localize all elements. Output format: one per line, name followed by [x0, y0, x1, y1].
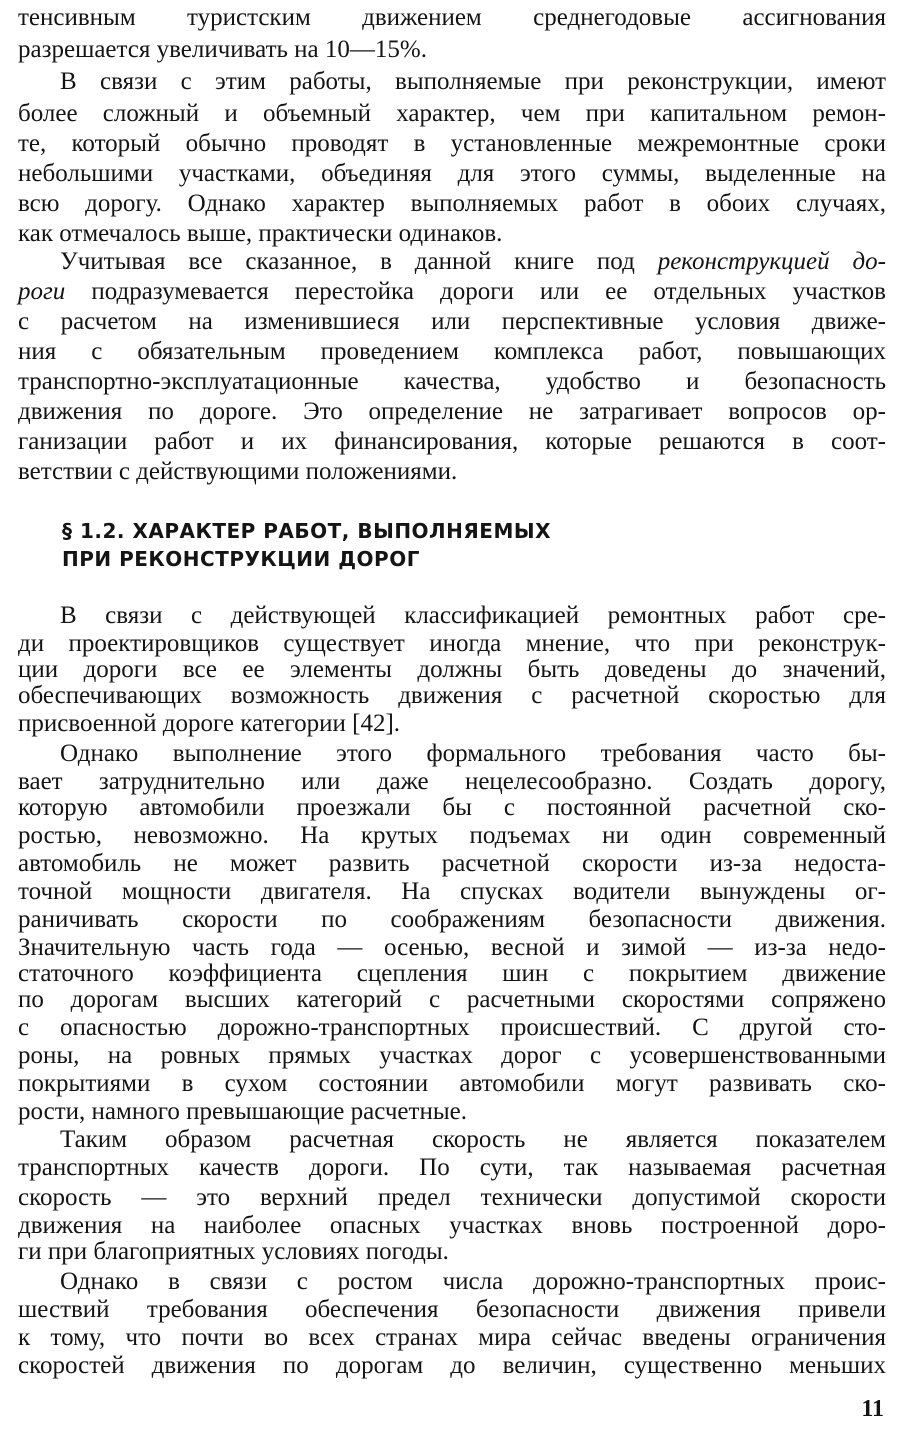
text-line	[60, 248, 886, 276]
text-line: как отмечалось выше, практически одинаков.	[18, 220, 503, 247]
text-fragment: Учитывая все сказанное, в данной книге под	[60, 248, 658, 275]
section-heading-continued: ПРИ РЕКОНСТРУКЦИИ ДОРОГ	[62, 547, 420, 571]
text-line: ди проектировщиков существует иногда мнение, что при реконструк-	[18, 630, 886, 657]
text-line: обеспечивающих возможность движения с расчетной скоростью для	[18, 682, 886, 709]
text-line: по дорогам высших категорий с расчетными скоростями сопряжено	[18, 986, 886, 1013]
text-line: ния с обязательным проведением комплекса работ, повышающих	[18, 338, 886, 365]
text-line: тенсивным туристским движением среднегодовые ассигнования	[18, 4, 886, 31]
text-line: шествий требования обеспечения безопасности движения привели	[18, 1296, 886, 1323]
text-line: ганизации работ и их финансирования, которые решаются в соот-	[18, 428, 886, 455]
text-line: автомобиль не может развить расчетной скорости из-за недоста-	[18, 850, 886, 877]
text-line: скоростей движения по дорогам до величин, существенно меньших	[18, 1352, 886, 1379]
text-line: присвоенной дороге категории [42].	[18, 710, 401, 737]
text-line: В связи с этим работы, выполняемые при реконструкции, имеют	[60, 68, 886, 95]
text-line: ростью, невозможно. На крутых подъемах ни один современный	[18, 822, 886, 849]
text-line: ветствии с действующими положениями.	[18, 458, 458, 485]
text-line: те, который обычно проводят в установленные межремонтные сроки	[18, 130, 886, 157]
text-line: роны, на ровных прямых участках дорог с усовершенствованными	[18, 1042, 886, 1069]
text-line: Однако выполнение этого формального требования часто бы-	[60, 740, 886, 767]
italic-term: роги	[18, 278, 66, 305]
section-heading: § 1.2. ХАРАКТЕР РАБОТ, ВЫПОЛНЯЕМЫХ	[62, 519, 552, 543]
text-line: Однако в связи с ростом числа дорожно-транспортных проис-	[60, 1268, 886, 1295]
text-line: небольшими участками, объединяя для этого суммы, выделенные на	[18, 160, 886, 187]
text-line: рости, намного превышающие расчетные.	[18, 1098, 467, 1125]
text-line: точной мощности двигателя. На спусках водители вынуждены ог-	[18, 878, 886, 905]
text-line: покрытиями в сухом состоянии автомобили могут развивать ско-	[18, 1070, 886, 1097]
text-line: Таким образом расчетная скорость не является показателем	[60, 1126, 886, 1153]
text-line: Значительную часть года — осенью, весной и зимой — из-за недо-	[18, 934, 886, 961]
text-fragment: подразумевается перестойка дороги или ее отдельных участков	[65, 278, 886, 305]
text-line: транспортно-эксплуатационные качества, удобство и безопасность	[18, 368, 886, 395]
text-line: ги при благоприятных условиях погоды.	[18, 1238, 449, 1265]
text-line: более сложный и объемный характер, чем при капитальном ремон-	[18, 100, 886, 127]
text-line: к тому, что почти во всех странах мира сейчас введены ограничения	[18, 1324, 886, 1351]
text-line: ции дороги все ее элементы должны быть доведены до значений,	[18, 656, 886, 683]
text-line: с опасностью дорожно-транспортных происшествий. С другой сто-	[18, 1014, 886, 1041]
text-line	[18, 278, 886, 306]
text-line: с расчетом на изменившиеся или перспективные условия движе-	[18, 308, 886, 335]
text-line: движения по дороге. Это определение не затрагивает вопросов ор-	[18, 398, 886, 425]
text-line: транспортных качеств дороги. По сути, так называемая расчетная	[18, 1154, 886, 1181]
text-line: всю дорогу. Однако характер выполняемых работ в обоих случаях,	[18, 190, 886, 217]
text-line: статочного коэффициента сцепления шин с покрытием движение	[18, 960, 886, 987]
text-line: разрешается увеличивать на 10—15%.	[18, 36, 427, 63]
text-line: В связи с действующей классификацией ремонтных работ сре-	[60, 602, 886, 629]
text-line: которую автомобили проезжали бы с постоянной расчетной ско-	[18, 794, 886, 821]
text-line: вает затруднительно или даже нецелесообразно. Создать дорогу,	[18, 768, 886, 795]
page-number: 11	[861, 1396, 884, 1422]
italic-term: реконструкцией до-	[657, 248, 887, 275]
text-line: скорость — это верхний предел технически допустимой скорости	[18, 1184, 886, 1211]
text-line: раничивать скорости по соображениям безопасности движения.	[18, 906, 886, 933]
text-line: движения на наиболее опасных участках вновь построенной доро-	[18, 1212, 886, 1239]
